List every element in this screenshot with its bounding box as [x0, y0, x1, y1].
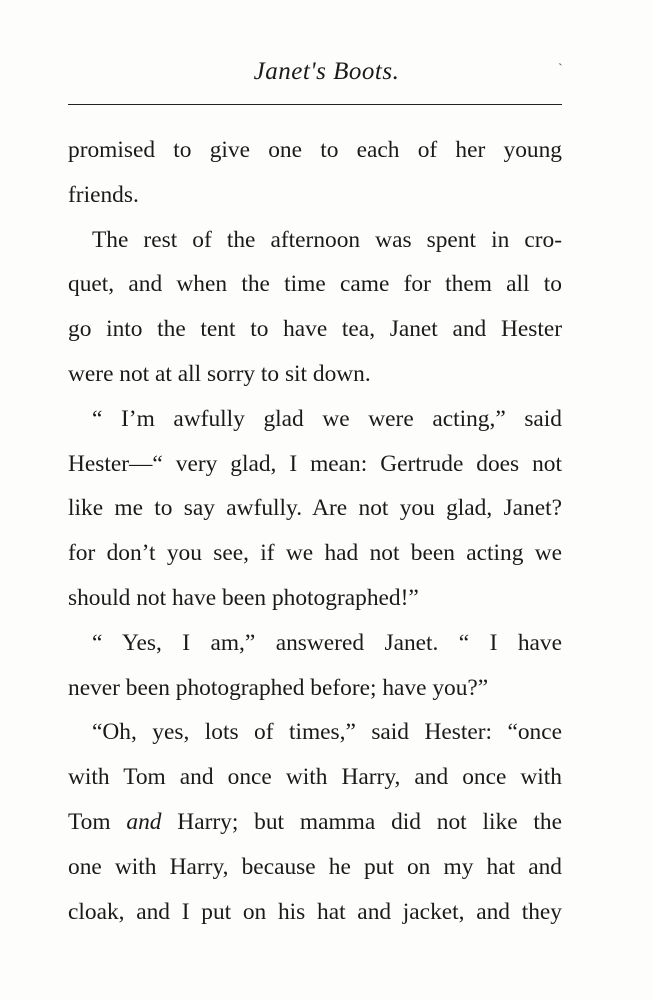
text-line: Hester—“ very glad, I mean: Gertrude does not — [68, 450, 562, 477]
text-line: with Tom and once with Harry, and once with — [68, 764, 562, 791]
text-line: one with Harry, because he put on my hat and — [68, 853, 562, 880]
text-line: were not at all sorry to sit down. — [68, 360, 371, 387]
running-head-title: Janet's Boots. — [253, 58, 400, 85]
corner-mark: ` — [558, 62, 563, 77]
emphasis-italic: and — [126, 808, 162, 835]
text-line: cloak, and I put on his hat and jacket, and they — [68, 898, 562, 925]
text-line: promised to give one to each of her young — [68, 137, 562, 163]
header-rule — [68, 104, 562, 105]
text-line: for don’t you see, if we had not been acting we — [68, 540, 562, 567]
text-line: like me to say awfully. Are not you glad, Janet? — [68, 495, 562, 522]
emphasis-after: Harry; but mamma did not like the — [161, 808, 562, 835]
text-line: “ I’m awfully glad we were acting,” said — [92, 405, 562, 432]
text-line: quet, and when the time came for them all to — [68, 271, 562, 298]
text-line: “ Yes, I am,” answered Janet. “ I have — [92, 629, 562, 656]
text-line: The rest of the afternoon was spent in cro- — [92, 226, 562, 253]
text-line: never been photographed before; have you?” — [68, 674, 489, 701]
text-line-emphasis — [68, 800, 562, 845]
emphasis-before: Tom — [68, 808, 127, 835]
text-line: “Oh, yes, lots of times,” said Hester: “once — [92, 719, 562, 746]
text-line: go into the tent to have tea, Janet and Hester — [68, 316, 562, 343]
body-text — [68, 128, 562, 934]
text-line: friends. — [68, 181, 139, 208]
text-line: should not have been photographed!” — [68, 584, 419, 611]
